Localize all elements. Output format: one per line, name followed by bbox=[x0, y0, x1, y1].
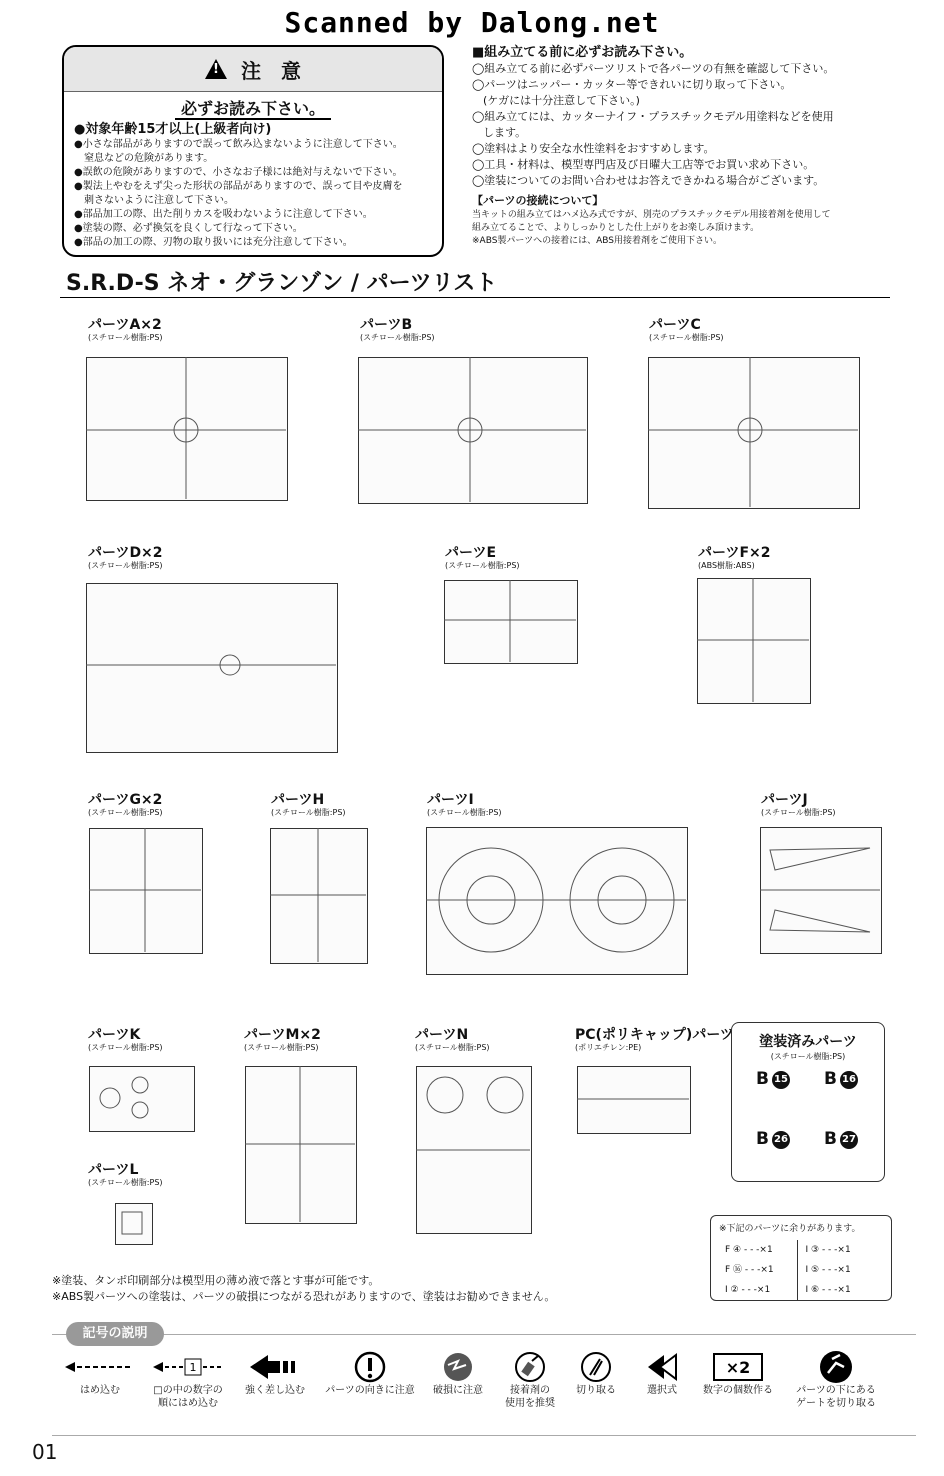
part-label-j: パーツJ (スチロール樹脂:PS) bbox=[761, 792, 836, 817]
before-item: ◯組み立てには、カッターナイフ・プラスチックモデル用塗料などを使用 bbox=[472, 110, 834, 123]
part-label-b: パーツB (スチロール樹脂:PS) bbox=[360, 317, 435, 342]
part-label-h: パーツH (スチロール樹脂:PS) bbox=[271, 792, 346, 817]
joint-text: 組み立てることで、よりしっかりとした仕上がりをお楽しみ頂けます。 bbox=[472, 223, 760, 233]
painted-parts-box bbox=[731, 1022, 885, 1182]
caution-item: ●部品の加工の際、刃物の取り扱いには充分注意して下さい。 bbox=[74, 237, 353, 248]
extra-row: I ② - - -×1 bbox=[725, 1285, 771, 1295]
glue-icon bbox=[500, 1352, 560, 1382]
caution-subtitle: 必ずお読み下さい。 bbox=[175, 99, 331, 120]
before-heading: ■組み立てる前に必ずお読み下さい。 bbox=[472, 45, 693, 60]
abs-note: ※ABS製パーツへの塗装は、パーツの破損につながる恐れがありますので、塗装はお勧めできません。 bbox=[52, 1290, 556, 1303]
before-item: ◯塗料はより安全な水性塗料をおすすめします。 bbox=[472, 142, 715, 155]
dashed-arrow-icon bbox=[62, 1352, 138, 1382]
extra-row: F ④ - - -×1 bbox=[725, 1245, 773, 1255]
caution-item: ●誤飲の危険がありますので、小さなお子様には絶対与えないで下さい。 bbox=[74, 167, 403, 178]
legend-label: 数字の個数作る bbox=[703, 1385, 773, 1396]
part-label-e: パーツE (スチロール樹脂:PS) bbox=[445, 545, 520, 570]
caution-title: 注 意 bbox=[241, 58, 301, 83]
page-number: 01 bbox=[32, 1440, 58, 1464]
caution-item: ●塗装の際、必ず換気を良くして行なって下さい。 bbox=[74, 223, 303, 234]
caution-item: 窒息などの危険があります。 bbox=[74, 153, 214, 164]
before-item: (ケガには十分注意して下さい。) bbox=[472, 94, 640, 107]
before-item: します。 bbox=[472, 126, 527, 139]
caution-item: 刺さないように注意して下さい。 bbox=[74, 195, 234, 206]
extra-row: I ⑤ - - -×1 bbox=[805, 1265, 851, 1275]
multiply-icon bbox=[706, 1352, 770, 1382]
painted-part: B 16 bbox=[824, 1069, 858, 1089]
legend-label: 接着剤の 使用を推奨 bbox=[505, 1385, 555, 1409]
part-label-l: パーツL (スチロール樹脂:PS) bbox=[88, 1162, 163, 1187]
extra-parts-box bbox=[710, 1215, 892, 1301]
before-item: ◯塗装についてのお問い合わせはお答えできかねる場合がございます。 bbox=[472, 174, 825, 187]
bold-arrow-icon bbox=[240, 1352, 310, 1382]
numbered-arrow-icon bbox=[150, 1352, 226, 1382]
extra-row: F ⑯ - - -×1 bbox=[725, 1265, 774, 1275]
page-title: S.R.D-S ネオ・グランゾン / パーツリスト bbox=[66, 271, 498, 296]
joint-heading: 【パーツの接続について】 bbox=[472, 194, 604, 207]
paint-note: ※塗装、タンポ印刷部分は模型用の薄め液で落とす事が可能です。 bbox=[52, 1274, 380, 1287]
legend-label: 切り取る bbox=[576, 1385, 616, 1396]
joint-text: 当キットの組み立てはハメ込み式ですが、別売のプラスチックモデル用接着剤を使用して bbox=[472, 210, 831, 220]
exclamation-icon bbox=[340, 1352, 400, 1382]
legend-label: □の中の数字の 順にはめ込む bbox=[153, 1385, 223, 1409]
legend-label: パーツの向きに注意 bbox=[325, 1385, 415, 1396]
part-label-n: パーツN (スチロール樹脂:PS) bbox=[415, 1027, 490, 1052]
legend-label: 破損に注意 bbox=[433, 1385, 483, 1396]
caution-item: ●小さな部品がありますので誤って飲み込まないように注意して下さい。 bbox=[74, 139, 403, 150]
part-label-k: パーツK (スチロール樹脂:PS) bbox=[88, 1027, 163, 1052]
part-label-f: パーツF×2 (ABS樹脂:ABS) bbox=[698, 545, 771, 570]
legend-label: はめ込む bbox=[80, 1385, 120, 1396]
before-item: ◯組み立てる前に必ずパーツリストで各パーツの有無を確認して下さい。 bbox=[472, 62, 835, 75]
legend-label: パーツの下にある ゲートを切り取る bbox=[796, 1385, 876, 1409]
cut-icon bbox=[566, 1352, 626, 1382]
part-label-c: パーツC (スチロール樹脂:PS) bbox=[649, 317, 724, 342]
legend-label: 選択式 bbox=[647, 1385, 677, 1396]
legend-label: 強く差し込む bbox=[245, 1385, 305, 1396]
painted-part: B 26 bbox=[756, 1129, 790, 1149]
svg-text:1: 1 bbox=[189, 1361, 197, 1374]
scan-watermark: Scanned by Dalong.net bbox=[284, 6, 660, 39]
choice-icon bbox=[632, 1352, 692, 1382]
joint-text: ※ABS製パーツへの接着には、ABS用接着剤をご使用下さい。 bbox=[472, 236, 722, 246]
legend-title: 記号の説明 bbox=[66, 1322, 164, 1346]
part-label-m: パーツM×2 (スチロール樹脂:PS) bbox=[244, 1027, 321, 1052]
caution-item: ●部品加工の際、出た削りカスを吸わないように注意して下さい。 bbox=[74, 209, 373, 220]
part-label-d: パーツD×2 (スチロール樹脂:PS) bbox=[88, 545, 163, 570]
before-item: ◯パーツはニッパー・カッター等できれいに切り取って下さい。 bbox=[472, 78, 792, 91]
age-notice: ●対象年齢15才以上(上級者向け) bbox=[74, 122, 272, 137]
before-item: ◯工具・材料は、模型専門店及び日曜大工店等でお買い求め下さい。 bbox=[472, 158, 815, 171]
painted-part: B 27 bbox=[824, 1129, 858, 1149]
painted-material: (スチロール樹脂:PS) bbox=[770, 1052, 846, 1061]
part-label-pc: PC(ポリキャップ)パーツ (ポリエチレン:PE) bbox=[575, 1027, 734, 1052]
caution-item: ●製法上やむをえず尖った形状の部品がありますので、誤って目や皮膚を bbox=[74, 181, 403, 192]
svg-text:×2: ×2 bbox=[725, 1358, 751, 1377]
extra-note: ※下記のパーツに余りがあります。 bbox=[719, 1224, 861, 1234]
painted-title: 塗装済みパーツ bbox=[759, 1034, 857, 1050]
broken-icon bbox=[428, 1352, 488, 1382]
gate-cut-icon bbox=[796, 1352, 876, 1382]
part-label-g: パーツG×2 (スチロール樹脂:PS) bbox=[88, 792, 163, 817]
extra-row: I ③ - - -×1 bbox=[805, 1245, 851, 1255]
painted-part: B 15 bbox=[756, 1069, 790, 1089]
part-label-i: パーツI (スチロール樹脂:PS) bbox=[427, 792, 502, 817]
extra-row: I ⑥ - - -×1 bbox=[805, 1285, 851, 1295]
part-label-a: パーツA×2 (スチロール樹脂:PS) bbox=[88, 317, 163, 342]
